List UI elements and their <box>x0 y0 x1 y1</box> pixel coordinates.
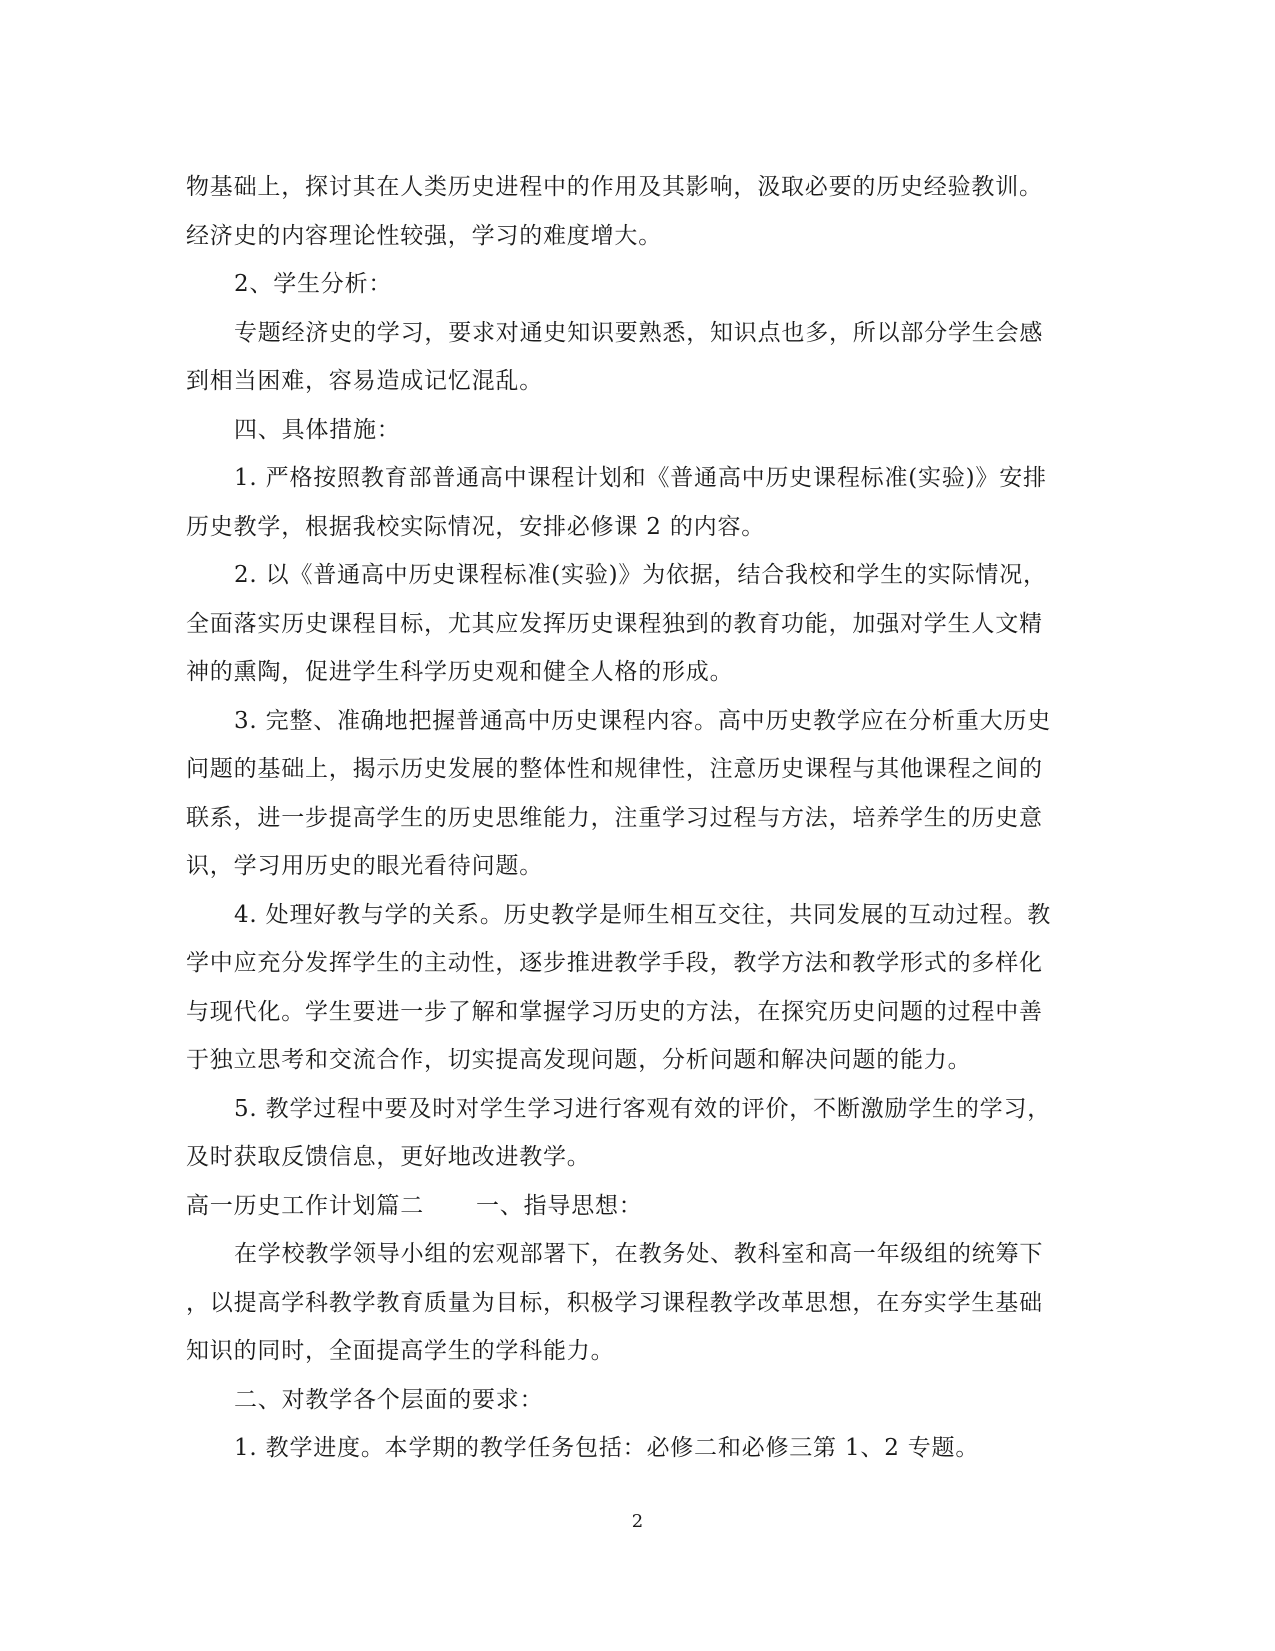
section-heading: 高一历史工作计划篇二 <box>186 1192 424 1219</box>
text-line: 3. 完整、准确地把握普通高中历史课程内容。高中历史教学应在分析重大历史 <box>234 707 1052 734</box>
text-line: ，以提高学科教学教育质量为目标，积极学习课程教学改革思想，在夯实学生基础 <box>186 1289 1043 1316</box>
text-line: 问题的基础上，揭示历史发展的整体性和规律性，注意历史课程与其他课程之间的 <box>186 756 1043 782</box>
text-line: 1. 教学进度。本学期的教学任务包括：必修二和必修三第 1、2 专题。 <box>234 1435 980 1461</box>
text-line: 经济史的内容理论性较强，学习的难度增大。 <box>186 222 662 249</box>
document-body <box>186 163 1086 1473</box>
text-line: 到相当困难，容易造成记忆混乱。 <box>186 368 543 394</box>
text-line: 全面落实历史课程目标，尤其应发挥历史课程独到的教育功能，加强对学生人文精 <box>186 610 1043 637</box>
text-line: 4. 处理好教与学的关系。历史教学是师生相互交往，共同发展的互动过程。教 <box>234 901 1052 928</box>
text-line: 与现代化。学生要进一步了解和掌握学习历史的方法，在探究历史问题的过程中善 <box>186 998 1043 1025</box>
text-line: 历史教学，根据我校实际情况，安排必修课 2 的内容。 <box>186 513 766 540</box>
page-number: 2 <box>631 1511 644 1532</box>
text-line: 在学校教学领导小组的宏观部署下，在教务处、教科室和高一年级组的统筹下 <box>234 1241 1044 1267</box>
text-line: 5. 教学过程中要及时对学生学习进行客观有效的评价，不断激励学生的学习， <box>234 1095 1052 1122</box>
section-heading-line <box>186 1182 1086 1231</box>
text-line: 2. 以《普通高中历史课程标准(实验)》为依据，结合我校和学生的实际情况， <box>234 562 1047 588</box>
text-line: 知识的同时，全面提高学生的学科能力。 <box>186 1338 615 1364</box>
subheading-teaching-requirements: 二、对教学各个层面的要求： <box>234 1386 544 1413</box>
text-line: 1. 严格按照教育部普通高中课程计划和《普通高中历史课程标准(实验)》安排 <box>234 465 1047 491</box>
section-heading-continuation: 一、指导思想： <box>476 1192 643 1219</box>
text-line: 联系，进一步提高学生的历史思维能力，注重学习过程与方法，培养学生的历史意 <box>186 804 1043 831</box>
text-line: 专题经济史的学习，要求对通史知识要熟悉，知识点也多，所以部分学生会感 <box>234 319 1044 346</box>
text-line: 及时获取反馈信息，更好地改进教学。 <box>186 1144 591 1170</box>
text-line: 物基础上，探讨其在人类历史进程中的作用及其影响，汲取必要的历史经验教训。 <box>186 174 1043 200</box>
subheading-student-analysis: 2、学生分析： <box>234 271 393 297</box>
text-line: 学中应充分发挥学生的主动性，逐步推进教学手段，教学方法和教学形式的多样化 <box>186 950 1043 976</box>
text-line: 神的熏陶，促进学生科学历史观和健全人格的形成。 <box>186 659 734 685</box>
text-line: 识，学习用历史的眼光看待问题。 <box>186 853 543 879</box>
text-line: 于独立思考和交流合作，切实提高发现问题，分析问题和解决问题的能力。 <box>186 1047 972 1073</box>
subheading-specific-measures: 四、具体措施： <box>234 416 401 443</box>
